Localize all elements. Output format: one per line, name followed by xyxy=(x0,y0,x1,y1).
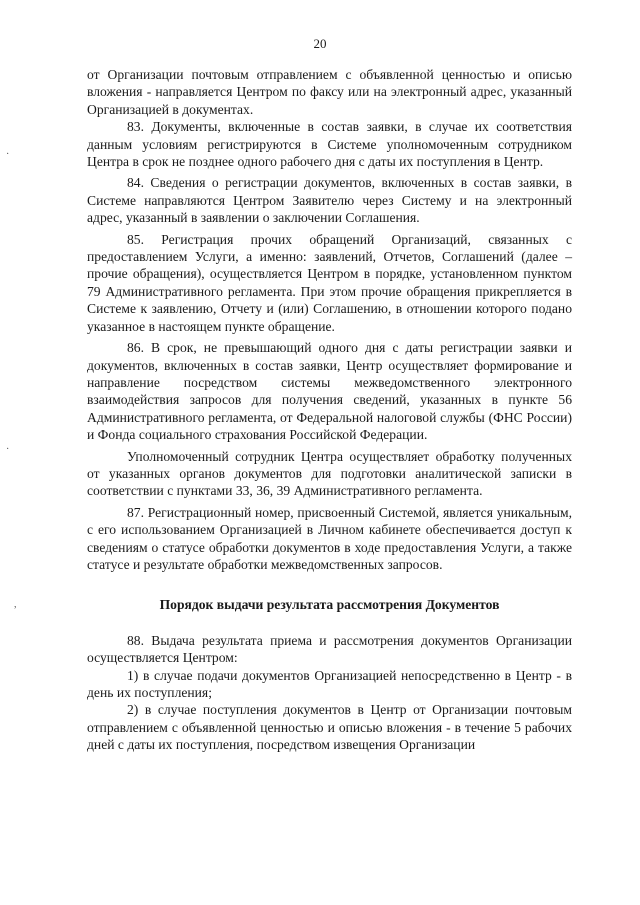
paragraph-84: 84. Сведения о регистрации документов, включенных в состав заявки, в Системе направляются Центром Заявителю через Систему и на электронный адрес, указанный в заявлении о заключении Соглашения. xyxy=(87,175,572,226)
section-heading: Порядок выдачи результата рассмотрения Документов xyxy=(159,597,500,613)
paragraph-86: 86. В срок, не превышающий одного дня с даты регистрации заявки и документов, включенных в состав заявки, Центр осуществляет формирование и направление посредством системы межведомственного электронного взаимодействия запросов для получения сведений, указанных в пункте 56 Административного регламента, от Федеральной налоговой службы (ФНС России) и Фонда социального страхования Российской Федерации. xyxy=(87,340,572,443)
paragraph-88-item-2: 2) в случае поступления документов в Центр от Организации почтовым отправлением с объявленной ценностью и описью вложения - в течение 5 рабочих дней с даты их поступления, посредством извещения Организации xyxy=(87,702,572,753)
paragraph-continuation: от Организации почтовым отправлением с объявленной ценностью и описью вложения - направляется Центром по факсу или на электронный адрес, указанный Организацией в документах. xyxy=(87,67,572,117)
margin-mark: · xyxy=(6,444,10,455)
paragraph-88-item-1: 1) в случае подачи документов Организацией непосредственно в Центр - в день их поступления; xyxy=(87,667,572,700)
margin-mark: · xyxy=(6,149,10,160)
paragraph-87: 87. Регистрационный номер, присвоенный Системой, является уникальным, с его использованием Организацией в Личном кабинете обеспечивается доступ к сведениям о статусе обработки документов в ходе предоставления Услуги, а также статусе и результате обработки межведомственных запросов. xyxy=(87,504,572,572)
paragraph-86-cont: Уполномоченный сотрудник Центра осуществляет обработку полученных от указанных органов документов для подготовки аналитической записки в соответствии с пунктами 33, 36, 39 Административного регламента. xyxy=(87,448,572,499)
paragraph-83: 83. Документы, включенные в состав заявки, в случае их соответствия данным условиям регистрируются в Системе уполномоченным сотрудником Центра в срок не позднее одного рабочего дня с даты их поступления в Центр. xyxy=(87,119,572,170)
page-number: 20 xyxy=(313,36,327,51)
paragraph-88: 88. Выдача результата приема и рассмотрения документов Организации осуществляется Центром: xyxy=(87,632,572,666)
paragraph-85: 85. Регистрация прочих обращений Организаций, связанных с предоставлением Услуги, а именно: заявлений, Отчетов, Соглашений (далее – прочие обращения), осуществляется Центром в порядке, установленном пунктом 79 Административного регламента. При этом прочие обращения прикрепляется в Системе к заявлению, Отчету и (или) Соглашению, в отношении которого подано указанное в настоящем пункте обращение. xyxy=(87,231,572,334)
margin-mark: , xyxy=(14,599,17,610)
document-body xyxy=(87,66,572,754)
